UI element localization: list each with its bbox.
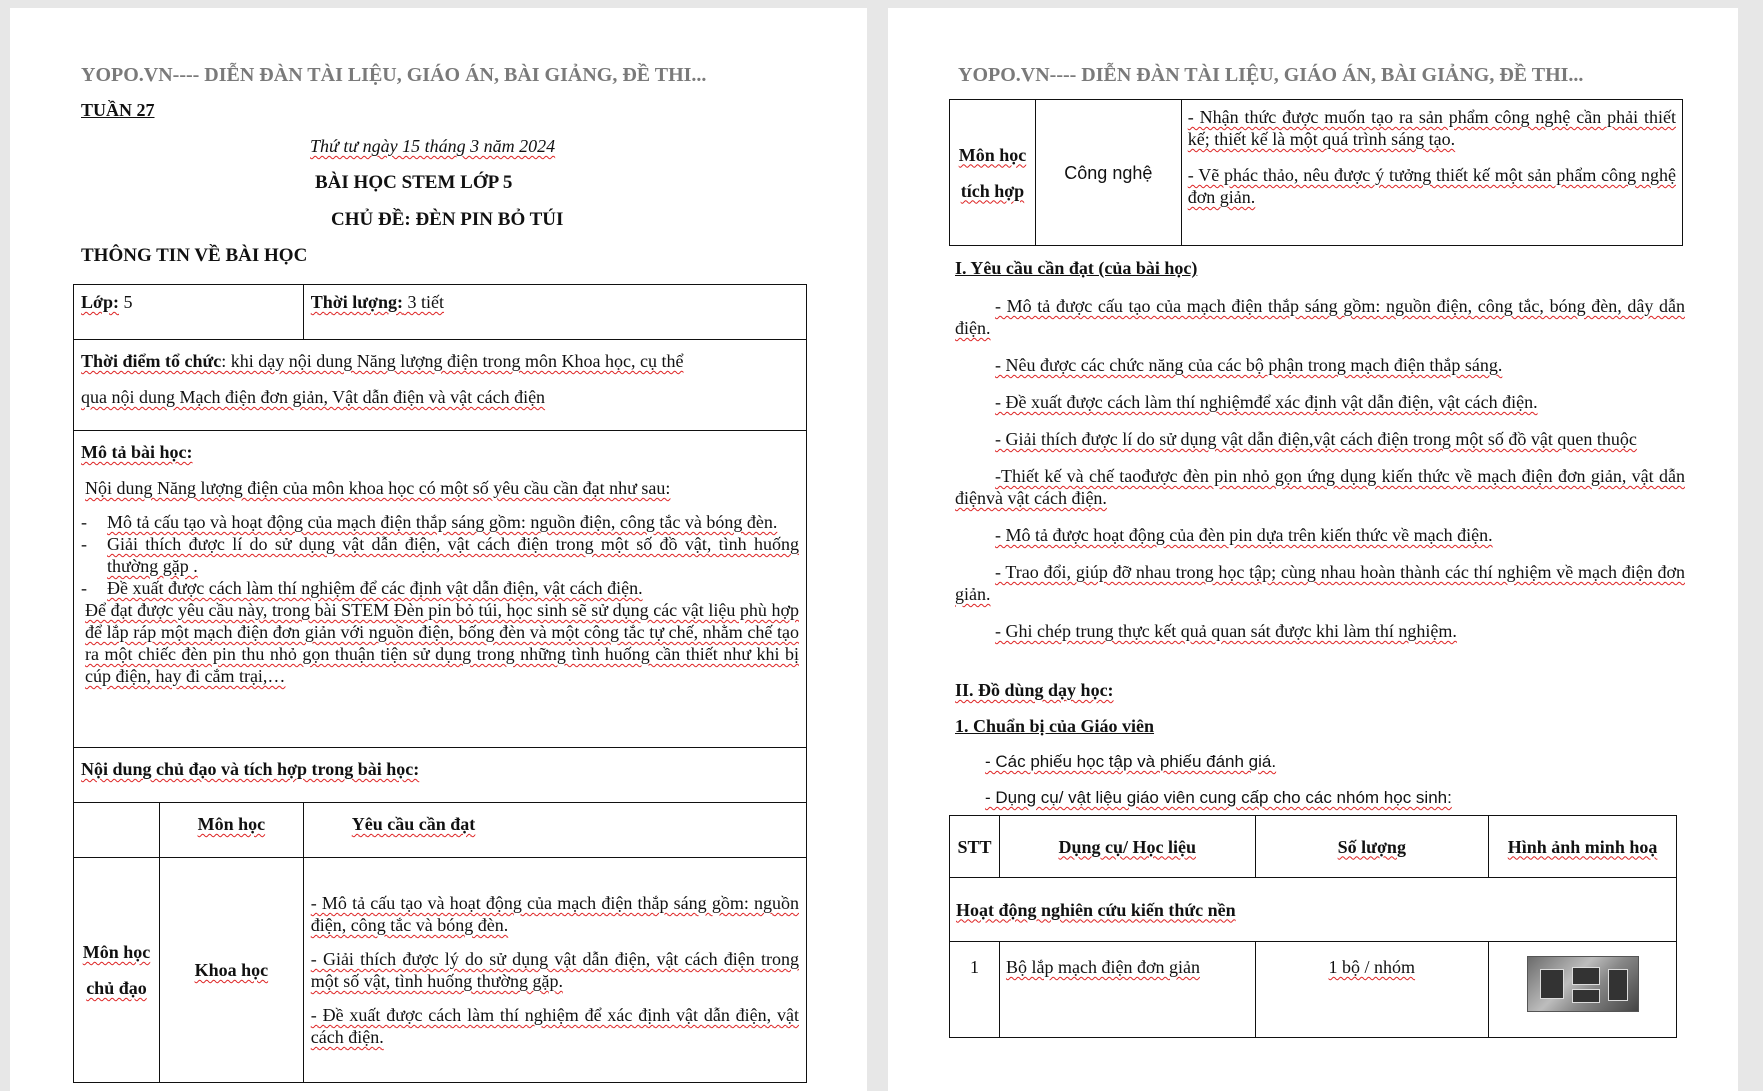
timing-cell — [74, 340, 807, 431]
lesson-info-table — [73, 284, 807, 1083]
integrated-label-line-1: Môn học — [958, 144, 1027, 165]
description-bullet: - Giải thích được lí do sử dụng vật dẫn điện, vật cách điện trong một số đồ vật, tình huống thường gặp . — [81, 534, 799, 576]
prep-item: - Các phiếu học tập và phiếu đánh giá. — [985, 752, 1277, 771]
main-requirement: - Đề xuất được cách làm thí nghiệm để xác định vật dẫn điện, vật cách điện. — [310, 1005, 799, 1047]
requirement-item: - Ghi chép trung thực kết quả quan sát được khi làm thí nghiệm. — [995, 621, 1457, 641]
integrated-label-cell — [950, 100, 1036, 246]
class-label: Lớp: — [81, 292, 119, 312]
main-subject-cell: Khoa học — [159, 858, 303, 1083]
description-bullet: - Đề xuất được cách làm thí nghiệm để các định vật dẫn điện, vật cách điện. — [81, 578, 643, 598]
section-2-title: II. Đồ dùng dạy học: — [955, 680, 1114, 700]
content-heading-cell — [74, 748, 807, 803]
equip-header-image: Hình ảnh minh hoạ — [1489, 816, 1677, 878]
equip-stt-cell: 1 — [950, 942, 1000, 1038]
duration-cell — [303, 285, 806, 340]
main-subject-label-cell — [74, 858, 160, 1083]
class-cell — [74, 285, 304, 340]
subject-column-header: Môn học — [159, 803, 303, 858]
circuit-kit-photo — [1527, 956, 1639, 1012]
prep-item: - Dụng cụ/ vật liệu giáo viên cung cấp cho các nhóm học sinh: — [985, 788, 1452, 807]
equip-header-qty: Số lượng — [1255, 816, 1489, 878]
table-row — [950, 942, 1677, 1038]
lesson-topic: CHỦ ĐỀ: ĐÈN PIN BỎ TÚI — [331, 209, 564, 230]
requirement-item: - Giải thích được lí do sử dụng vật dẫn điện,vật cách điện trong một số đồ vật quen thuộc — [995, 429, 1637, 449]
main-requirements-cell — [303, 858, 806, 1083]
lesson-title: BÀI HỌC STEM LỚP 5 — [315, 172, 513, 193]
section-1-title: I. Yêu cầu cần đạt (của bài học) — [955, 258, 1198, 278]
description-cell — [74, 431, 807, 748]
timing-label: Thời điểm tổ chức — [81, 351, 222, 371]
class-value: 5 — [118, 292, 133, 312]
requirement-item: - Nêu được các chức năng của các bộ phận trong mạch điện thắp sáng. — [995, 355, 1503, 375]
timing-line-2: qua nội dung Mạch điện đơn giản, Vật dẫn điện và vật cách điện — [81, 387, 546, 407]
timing-line-1: : khi dạy nội dung Năng lượng điện trong môn Khoa học, cụ thể — [221, 351, 684, 371]
integrated-requirements-cell — [1181, 100, 1682, 246]
equip-header-item: Dụng cụ/ Học liệu — [999, 816, 1255, 878]
integrated-label-line-2: tích hợp — [960, 180, 1025, 201]
week-label: TUẦN 27 — [81, 100, 155, 120]
requirement-item: - Mô tả được cấu tạo của mạch điện thắp sáng gồm: nguồn điện, công tắc, bóng đèn, dây dẫn điện. — [955, 296, 1685, 338]
info-heading: THÔNG TIN VỀ BÀI HỌC — [81, 245, 308, 266]
description-paragraph: Để đạt được yêu cầu này, trong bài STEM Đèn pin bỏ túi, học sinh sẽ sử dụng các vật liệu phù hợp để lắp ráp một mạch điện đơn giản với nguồn điện, bống đèn và một công tắc tự chế, nhằm chế tạo ra một chiếc đèn pin thu nhỏ gọn thuận tiện sử dụng trong những tình huống cần thiết như khi bị cúp điện, hay đi cắm trại,… — [85, 600, 799, 686]
page-header: YOPO.VN---- DIỄN ĐÀN TÀI LIỆU, GIÁO ÁN, BÀI GIẢNG, ĐỀ THI... — [81, 64, 707, 86]
main-subject-label-line-1: Môn học — [82, 942, 151, 962]
equip-qty-cell: 1 bộ / nhóm — [1255, 942, 1489, 1038]
description-bullet: - Mô tả cấu tạo và hoạt động của mạch điện thắp sáng gồm: nguồn điện, công tắc và bóng đèn. — [81, 512, 778, 532]
document-page-right — [888, 8, 1738, 1091]
document-page-left — [10, 8, 867, 1091]
equip-header-stt: STT — [950, 816, 1000, 878]
description-bullets — [81, 511, 799, 599]
requirement-item: -Thiết kế và chế taođược đèn pin nhỏ gọn ứng dụng kiến thức về mạch điện đơn giản, vật dẫn điệnvà vật cách điện. — [955, 466, 1685, 508]
main-requirement: - Giải thích được lý do sử dụng vật dẫn điện, vật cách điện trong một số vật, tình huống thường gặp. — [310, 949, 799, 991]
integrated-subject-cell: Công nghệ — [1035, 100, 1181, 246]
requirement-item: - Mô tả được hoạt động của đèn pin dựa trên kiến thức về mạch điện. — [995, 525, 1493, 545]
equip-group-row: Hoạt động nghiên cứu kiến thức nền — [950, 878, 1677, 942]
equip-item-cell: Bộ lắp mạch điện đơn giản — [999, 942, 1255, 1038]
equipment-table — [949, 815, 1677, 1038]
section-2-subtitle: 1. Chuẩn bị của Giáo viên — [955, 716, 1155, 736]
empty-header-cell — [74, 803, 160, 858]
requirement-item: - Trao đổi, giúp đỡ nhau trong học tập; cùng nhau hoàn thành các thí nghiệm về mạch điện đơn giản. — [955, 562, 1685, 604]
integrated-subject-table — [949, 99, 1683, 246]
requirement-item: - Đề xuất được cách làm thí nghiệmđể xác định vật dẫn điện, vật cách điện. — [995, 392, 1538, 412]
description-label: Mô tả bài học: — [81, 442, 193, 462]
duration-label: Thời lượng: — [310, 292, 404, 312]
integrated-requirement: - Vẽ phác thảo, nêu được ý tưởng thiết kế một sản phẩm công nghệ đơn giản. — [1187, 165, 1676, 207]
integrated-requirement: - Nhận thức được muốn tạo ra sản phẩm công nghệ cần phải thiết kế; thiết kế là một quá trình sáng tạo. — [1187, 107, 1676, 149]
content-heading: Nội dung chủ đạo và tích hợp trong bài học: — [81, 759, 420, 779]
description-intro: Nội dung Năng lượng điện của môn khoa học có một số yêu cầu cần đạt như sau: — [85, 478, 671, 498]
equip-image-cell — [1489, 942, 1677, 1038]
requirements-list — [955, 295, 1685, 642]
requirement-column-header: Yêu cầu cần đạt — [303, 803, 806, 858]
main-subject-label-line-2: chủ đạo — [86, 978, 147, 998]
lesson-date: Thứ tư ngày 15 tháng 3 năm 2024 — [310, 136, 556, 156]
duration-value: 3 tiết — [403, 292, 445, 312]
main-requirement: - Mô tả cấu tạo và hoạt động của mạch điện thắp sáng gồm: nguồn điện, công tắc và bóng đèn. — [310, 893, 799, 935]
page-header: YOPO.VN---- DIỄN ĐÀN TÀI LIỆU, GIÁO ÁN, BÀI GIẢNG, ĐỀ THI... — [958, 64, 1584, 86]
